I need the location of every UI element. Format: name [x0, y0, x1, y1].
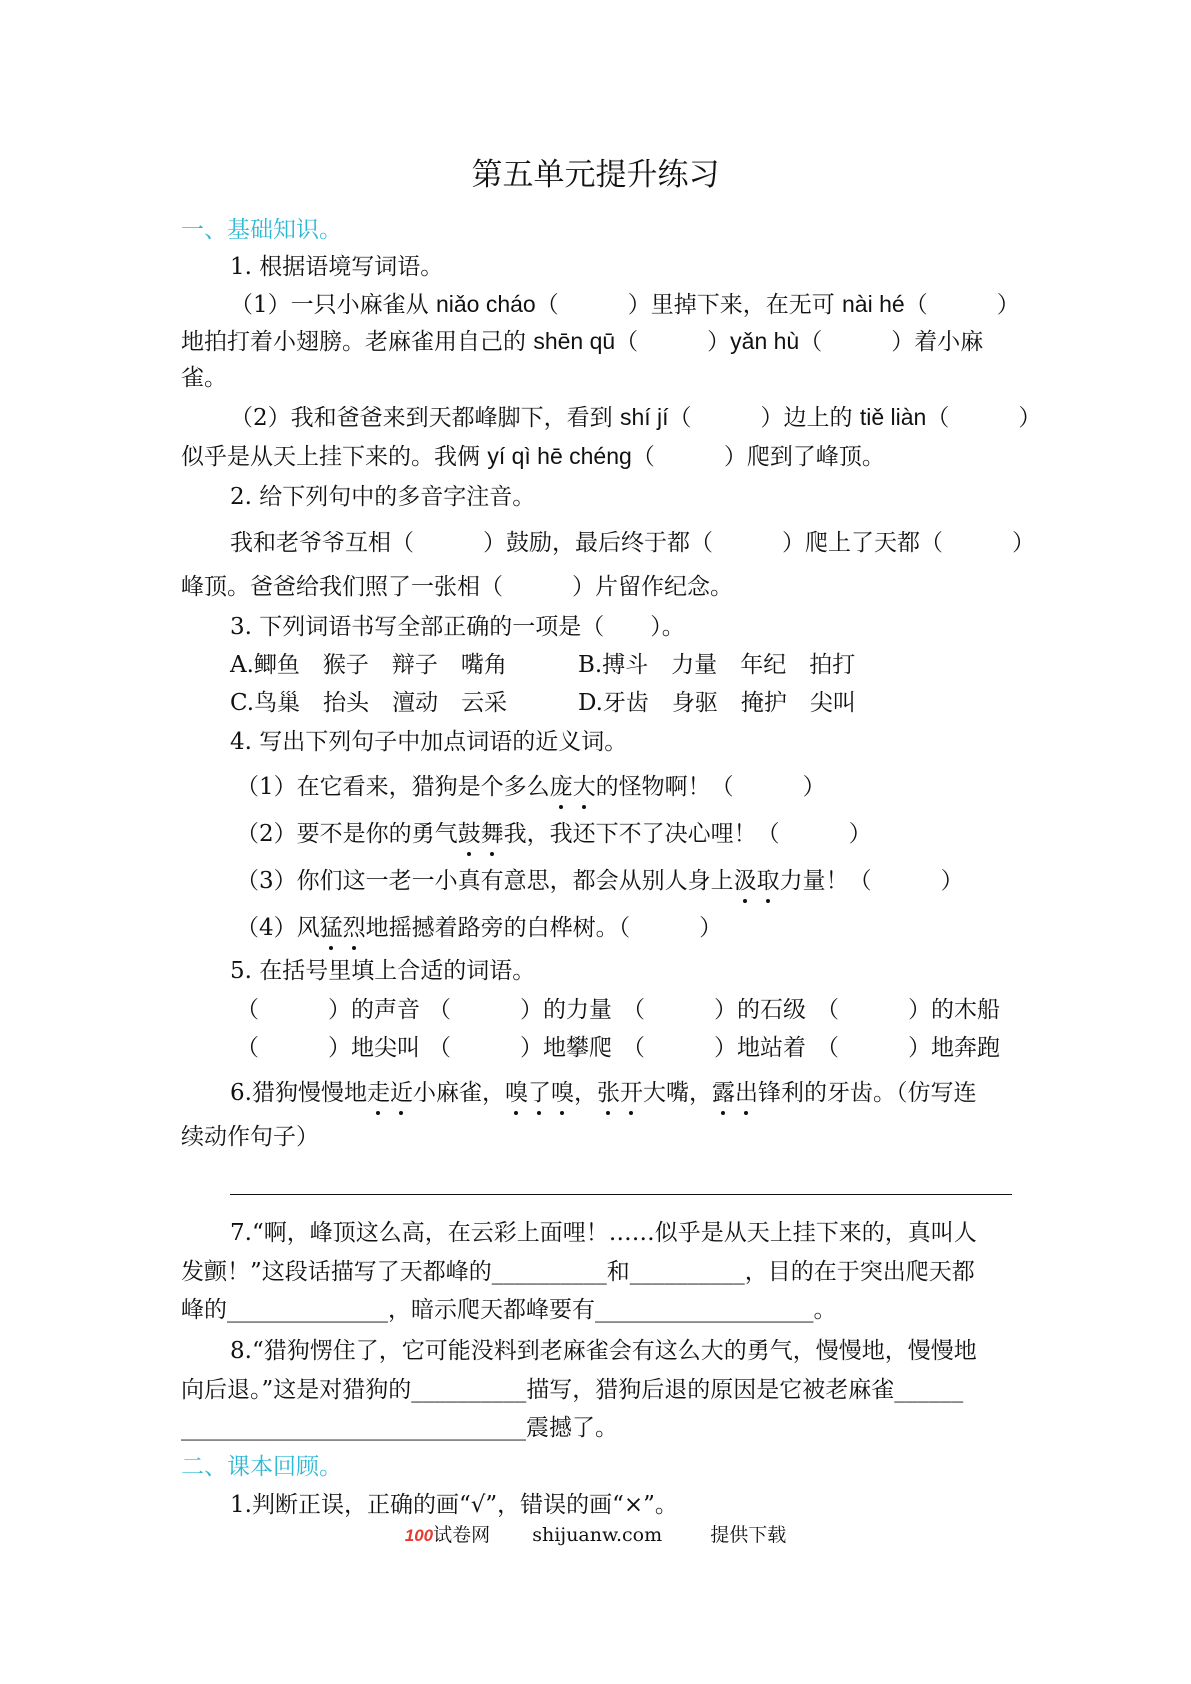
question-4-sentence: （4）风猛烈地摇撼着路旁的白桦树。（ ） — [236, 915, 723, 941]
question-1-line: 地拍打着小翅膀。老麻雀用自己的 shēn qū（ ）yǎn hù（ ）着小麻 — [181, 328, 984, 355]
question-7-line: 发颤！”这段话描写了天都峰的__________和__________，目的在于突出爬天都 — [181, 1259, 975, 1285]
review-question-1: 1.判断正误，正确的画“√”，错误的画“×”。 — [230, 1492, 678, 1518]
question-1-line: （1）一只小麻雀从 niǎo cháo（ ）里掉下来，在无可 nài hé（ ） — [230, 291, 1020, 318]
fill-item: （ ）的木船 — [816, 997, 1000, 1023]
page-footer — [0, 1522, 1191, 1549]
emphasis-dot-char: 走 — [366, 1080, 390, 1106]
option-c: C.鸟巢 抬头 澶动 云采 — [230, 690, 508, 716]
emphasis-dot-char: 汲 — [733, 868, 757, 894]
emphasis-dot-char: 了 — [527, 1080, 551, 1106]
dotted-word — [550, 774, 596, 800]
dotted-word — [505, 1080, 574, 1106]
question-4-sentence: （3）你们这一老一小真有意思，都会从别人身上汲取力量！（ ） — [236, 868, 964, 894]
question-5-heading: 5. 在括号里填上合适的词语。 — [230, 958, 536, 984]
emphasis-dot-char: 嗅 — [550, 1080, 574, 1106]
question-8-line: ______________________________震撼了。 — [181, 1415, 618, 1441]
question-8-line: 向后退。”这是对猎狗的__________描写，猎狗后退的原因是它被老麻雀______ — [181, 1377, 964, 1403]
emphasis-dot-char: 鼓 — [457, 821, 481, 847]
dotted-word — [458, 821, 504, 847]
question-1-line: 似乎是从天上挂下来的。我俩 yí qì hē chéng（ ）爬到了峰顶。 — [181, 443, 885, 470]
page-title: 第五单元提升练习 — [471, 157, 720, 193]
emphasis-dot-char: 出 — [734, 1080, 758, 1106]
question-2-line: 峰顶。爸爸给我们照了一张相（ ）片留作纪念。 — [181, 574, 733, 600]
answer-line — [230, 1194, 1012, 1195]
emphasis-dot-char: 露 — [711, 1080, 735, 1106]
question-7-line: 7.“啊，峰顶这么高，在云彩上面哩！……似乎是从天上挂下来的，真叫人 — [230, 1220, 977, 1246]
dotted-word — [712, 1080, 758, 1106]
section-heading-review: 二、课本回顾。 — [181, 1454, 342, 1480]
site-name: 试卷网 — [433, 1524, 491, 1546]
emphasis-dot-char: 猛 — [319, 915, 343, 941]
question-2-heading: 2. 给下列句中的多音字注音。 — [230, 484, 536, 510]
option-b: B.搏斗 力量 年纪 拍打 — [578, 652, 856, 678]
emphasis-dot-char: 开 — [619, 1080, 643, 1106]
section-heading-basic: 一、基础知识。 — [181, 217, 342, 243]
emphasis-dot-char: 张 — [596, 1080, 620, 1106]
dotted-word — [597, 1080, 643, 1106]
dotted-word — [734, 868, 780, 894]
question-4-heading: 4. 写出下列句子中加点词语的近义词。 — [230, 729, 628, 755]
question-4-sentence: （1）在它看来，猎狗是个多么庞大的怪物啊！（ ） — [236, 774, 826, 800]
question-6-line: 续动作句子） — [181, 1124, 319, 1150]
logo-100-icon: 100 — [404, 1526, 434, 1545]
question-7-line: 峰的______________，暗示爬天都峰要有___________________。 — [181, 1297, 837, 1323]
question-1-line: （2）我和爸爸来到天都峰脚下，看到 shí jí（ ）边上的 tiě liàn（ ） — [230, 404, 1042, 431]
emphasis-dot-char: 近 — [389, 1080, 413, 1106]
fill-item: （ ）地攀爬 — [428, 1035, 612, 1061]
fill-item: （ ）地奔跑 — [816, 1035, 1000, 1061]
fill-item: （ ）地站着 — [622, 1035, 806, 1061]
question-1-line: 雀。 — [181, 365, 227, 391]
emphasis-dot-char: 取 — [756, 868, 780, 894]
option-d: D.牙齿 身驱 掩护 尖叫 — [578, 690, 856, 716]
emphasis-dot-char: 庞 — [549, 774, 573, 800]
footer-note: 提供下载 — [710, 1524, 787, 1546]
fill-item: （ ）的石级 — [622, 997, 806, 1023]
fill-item: （ ）地尖叫 — [236, 1035, 420, 1061]
fill-item: （ ）的力量 — [428, 997, 612, 1023]
dotted-word — [367, 1080, 413, 1106]
emphasis-dot-char: 舞 — [480, 821, 504, 847]
dotted-word — [320, 915, 366, 941]
question-2-line: 我和老爷爷互相（ ）鼓励，最后终于都（ ）爬上了天都（ ） — [230, 530, 1035, 556]
question-8-line: 8.“猎狗愣住了，它可能没料到老麻雀会有这么大的勇气，慢慢地，慢慢地 — [230, 1338, 977, 1364]
fill-item: （ ）的声音 — [236, 997, 420, 1023]
question-4-sentence: （2）要不是你的勇气鼓舞我，我还下不了决心哩！（ ） — [236, 821, 872, 847]
question-1-heading: 1. 根据语境写词语。 — [230, 254, 444, 280]
option-a: A.鲫鱼 猴子 辩子 嘴角 — [230, 652, 507, 678]
emphasis-dot-char: 嗅 — [504, 1080, 528, 1106]
question-3-heading: 3. 下列词语书写全部正确的一项是（ ）。 — [230, 614, 685, 640]
emphasis-dot-char: 烈 — [342, 915, 366, 941]
emphasis-dot-char: 大 — [572, 774, 596, 800]
question-6-line: 6.猎狗慢慢地走近小麻雀，嗅了嗅，张开大嘴，露出锋利的牙齿。（仿写连 — [230, 1080, 977, 1106]
site-url: shijuanw.com — [532, 1524, 663, 1546]
